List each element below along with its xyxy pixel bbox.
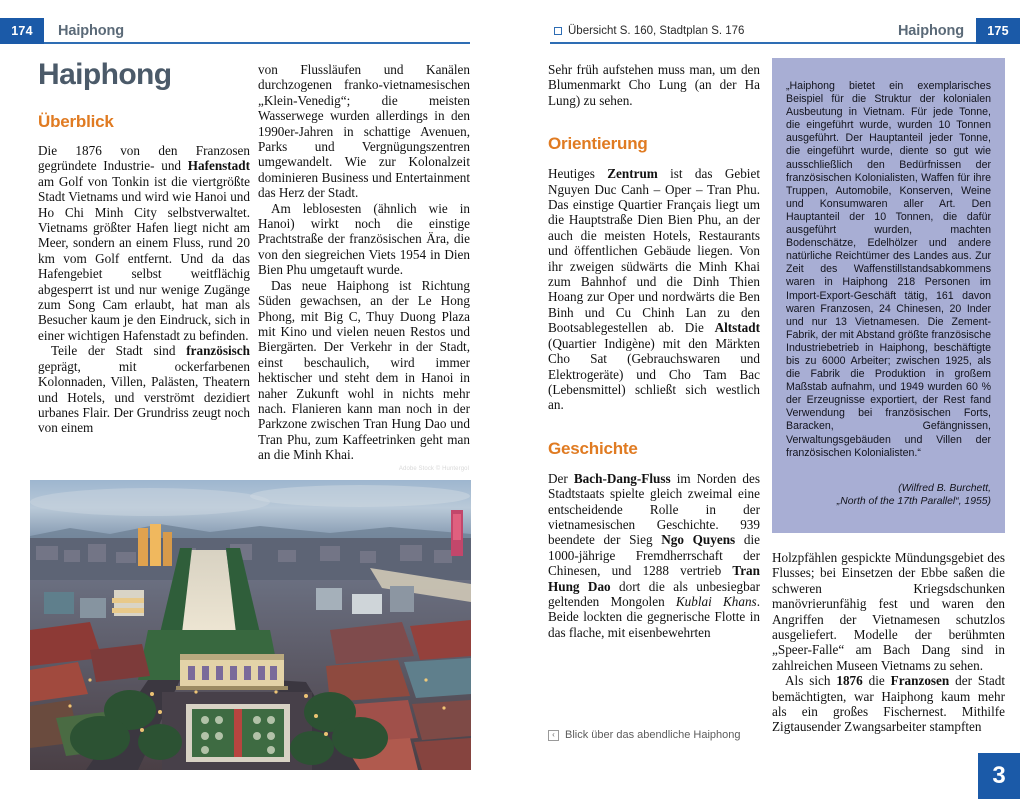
photo-caption-label: Blick über das abendliche Haiphong bbox=[565, 729, 741, 741]
paragraph: Die 1876 von den Franzosen gegründete Industrie- und Hafenstadt am Golf von Tonkin ist die viertgrößte Stadt Vietnams und wird wie Hanoi und Ho Chi Minh City selbstverwaltet. Vietnams größter Hafen liegt nicht am Meer, sondern an einem Fluss, rund 20 km vom Golf entfernt. Und da das Hafengebiet selbst weitflächig abgesperrt ist und nur wenige Zugänge zum Song Cam erlaubt, hat man als Besucher kaum je den Eindruck, sich in einer wichtigen Hafenstadt zu befinden. bbox=[38, 143, 250, 343]
page-number-left: 174 bbox=[0, 18, 44, 44]
photo-credit: Adobe Stock © Huntergol bbox=[398, 466, 469, 472]
photo-caption bbox=[548, 729, 741, 741]
page-title: Haiphong bbox=[38, 58, 172, 91]
paragraph: Heutiges Zentrum ist das Gebiet Nguyen Duc Canh – Oper – Tran Phu. Das einstige Quartier Français liegt um die Hauptstraße Dien Bien Phu, an der auch die meisten Hotels, Restaurants und öffentlichen Gebäude liegen. Von ihr zweigen südwärts die Minh Khai zum Bahnhof und die Dinh Thien Hoang zur Oper und nordwärts die Ben Binh und Cu Chinh Lan zu den Bootsablegestellen ab. Die Altstadt (Quartier Indigène) mit den Märkten Cho Sat (Gebrauchswaren und Elektrogeräte) und Cho Tam Bac (Lebensmittel) schließt sich westlich an. bbox=[548, 166, 760, 413]
paragraph: Teile der Stadt sind französisch geprägt, mit ockerfarbenen Kolonnaden, Villen, Palästen, Theatern und Hotels, und verströmt dezidiert urbanes Flair. Der Grundriss zeugt noch von einem bbox=[38, 343, 250, 436]
cross-reference-label: Übersicht S. 160, Stadtplan S. 176 bbox=[568, 25, 745, 37]
header-rule-left bbox=[44, 42, 470, 44]
quote-attribution-source: „North of the 17th Parallel“, 1955) bbox=[836, 495, 991, 507]
paragraph: Als sich 1876 die Franzosen der Stadt bemächtigten, war Haiphong kaum mehr als ein großes Fischernest. Mithilfe Zigtausender Zwangsarbeiter stampften bbox=[772, 673, 1005, 735]
photo-figure bbox=[30, 466, 471, 770]
column-four bbox=[772, 550, 1005, 735]
running-head-left: Haiphong bbox=[58, 23, 125, 39]
quote-box bbox=[772, 58, 1005, 533]
paragraph: von Flussläufen und Kanälen durchzogenen franko-vietnamesischen „Klein-Venedig“; die meisten Wasserwege wurden allerdings in den 1990er-Jahren in schattige Avenuen, Parks und Vergnügungszentren umgewandelt. Wie zur Kolonalzeit dominieren Business und Entertainment das Herz der Stadt. bbox=[258, 62, 470, 201]
cross-reference bbox=[550, 18, 898, 44]
quote-attribution bbox=[786, 482, 991, 508]
column-one bbox=[38, 58, 250, 436]
section-heading-geschichte: Geschichte bbox=[548, 438, 638, 458]
quote-text: „Haiphong bietet ein exemplarisches Beispiel für die Struktur der kolonialen Ausbeutung in Vietnam. Für jede Tonne, die eingeführt wurde, wurden 10 Tonnen ausgeführt. Der Hauptanteil jeder Tonne, die eingeführt wurde, diente so gut wie ausschließlich den Bedürfnissen der französischen Kolonialisten, Waffen für ihre Truppen, Automobile, Konserven, Weine und Konsumwaren aller Art. Den Hauptanteil der 10 Tonnen, die dafür ausgeführt wurden, machten Bodenschätze, Edelhölzer und andere natürliche Reichtümer des Landes aus. Zur Zeit des Waffenstillstandsabkommens waren in Haiphong 218 Personen im Import-Export-Geschäft tätig, 161 davon waren Franzosen, 24 Chinesen, 20 Inder und nur 13 Vietnamesen. Die Zement-Fabrik, der mit Abstand größte französische Industriebetrieb in Haiphong, beschäftigte bis zu 6000 Arbeiter; zwischen 1925, als die Fabrik die Produktion in großem Maßstab aufnahm, und 1949 wurden 60 % der Erzeugnisse exportiert, der Rest fand Verwendung bei französischen Forts, Baracken, Gefängnissen, Verwaltungsgebäuden und Villen der französischen Kolonialisten.“ bbox=[786, 80, 991, 459]
paragraph: Holzpfählen gespickte Mündungsgebiet des Flusses; bei Einsetzen der Ebbe saßen die schweren Kriegsdschunken manövrierunfähig fest und waren den Angriffen der Vietnamesen schutzlos ausgeliefert. Modelle der berühmten „Speer-Falle“ am Bach Dang sind in zahlreichen Museen Vietnams zu sehen. bbox=[772, 550, 1005, 673]
paragraph: Am leblosesten (ähnlich wie in Hanoi) wirkt noch die einstige Prachtstraße der französischen Ära, die von den siegreichen Viets 1954 in Dien Bien Phu umgetauft wurde. bbox=[258, 200, 470, 278]
paragraph: Das neue Haiphong ist Richtung Süden gewachsen, an der Le Hong Phong, mit Big C, Thuy Duong Plaza mit Kino und vielen neuen Restos und Biergärten. Der Verkehr in der Stadt, einst beschaulich, wird immer hektischer und steht dem in Hanoi in naher Zukunft wohl in nichts mehr nach. Flanieren kann man noch in der Parkzone zwischen Tran Hung Dao und Tran Phu, zum Kaffeetrinken geht man an die Minh Khai. bbox=[258, 277, 470, 463]
section-heading-ueberblick: Überblick bbox=[38, 112, 114, 131]
header-right-page bbox=[550, 18, 1020, 44]
column-two bbox=[258, 62, 470, 463]
paragraph: Sehr früh aufstehen muss man, um den Blumenmarkt Cho Lung (an der Ha Lung) zu sehen. bbox=[548, 62, 760, 108]
chapter-tab: 3 bbox=[978, 753, 1020, 799]
photo-image bbox=[30, 480, 471, 770]
cityscape-illustration bbox=[30, 480, 471, 770]
quote-attribution-author: (Wilfred B. Burchett, bbox=[898, 482, 991, 494]
section-heading-orientierung: Orientierung bbox=[548, 134, 648, 154]
chevron-left-icon: ‹ bbox=[548, 730, 559, 741]
header-rule-right bbox=[550, 42, 976, 44]
page-number-right: 175 bbox=[976, 18, 1020, 44]
paragraph: Der Bach-Dang-Fluss im Norden des Stadtstaats spielte gleich zweimal eine entscheidende Rolle in der vietnamesischen Geschichte. 939 beendete der Sieg Ngo Quyens die 1000-jährige Fremdherrschaft der Chinesen, und 1288 vertrieb Tran Hung Dao dort die als unbesiegbar geltenden Mongolen Kublai Khans. Beide lockten die gegnerische Flotte in das flache, mit eisenbewehrten bbox=[548, 470, 760, 640]
square-icon bbox=[554, 27, 562, 35]
running-head-right: Haiphong bbox=[897, 23, 964, 39]
column-three bbox=[548, 62, 760, 640]
header-left-page bbox=[0, 18, 470, 44]
